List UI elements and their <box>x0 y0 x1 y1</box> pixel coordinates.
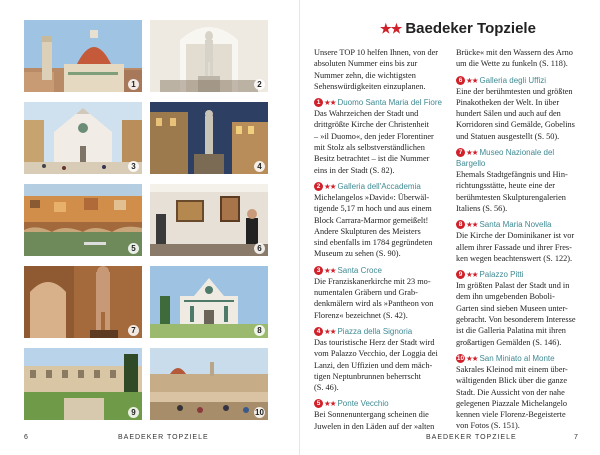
entry-body <box>456 230 588 264</box>
intro-text: Unsere TOP 10 helfen Ihnen, von der absoluten Nummer eins bis zur Nummer zehn, die wichtigsten Sehenswürdigkeiten einzuplanen. <box>314 48 439 91</box>
photo-number: 2 <box>254 79 265 90</box>
entry-body <box>456 364 588 432</box>
stars-icon: ★★ <box>466 75 478 85</box>
text-line: dem ihn umgebenden Boboli- <box>456 292 555 302</box>
page-title <box>380 20 536 37</box>
entry-heading <box>456 219 588 230</box>
text-line: Korridoren sind Gemälde, Gobelins <box>456 120 575 130</box>
title-stars-icon: ★★ <box>380 21 402 36</box>
entry-title: Duomo Santa Maria del Fiore <box>337 98 442 108</box>
text-line: Die Kirche der Dominikaner ist vor <box>456 231 575 241</box>
photo-number: 5 <box>128 243 139 254</box>
text-line: Besitz betrachtet – ist die Nummer <box>314 154 430 164</box>
stars-icon: ★★ <box>324 265 336 275</box>
photo-number: 4 <box>254 161 265 172</box>
stars-icon: ★★ <box>466 270 478 280</box>
entry-title: Museo Nazionale del <box>479 148 555 158</box>
entry-body <box>314 409 446 432</box>
entry-title: Piazza della Signoria <box>337 326 413 336</box>
page-number-right: 7 <box>574 434 579 441</box>
stars-icon: ★★ <box>324 98 336 108</box>
photo-duomo <box>24 20 142 92</box>
text-line: Ehemals Stadtgefängnis und Hin- <box>456 170 568 180</box>
entry-4 <box>314 326 446 393</box>
photo-santa-croce <box>24 102 142 174</box>
text-line: ist die Galleria Palatina mit ihren <box>456 326 566 336</box>
text-line: Block Carrara-Marmor gemeißelt! <box>314 215 429 225</box>
right-page <box>300 0 600 455</box>
text-line: Sakrales Kleinod mit einem über- <box>456 364 568 374</box>
photo-number: 3 <box>128 161 139 172</box>
running-header-left: BAEDEKER TOPZIELE <box>118 434 209 441</box>
ponte-vecchio-illustration <box>24 184 142 256</box>
photo-david <box>150 20 268 92</box>
entry-heading <box>456 147 588 158</box>
duomo-illustration <box>24 20 142 92</box>
title-text: Baedeker Topziele <box>405 20 536 37</box>
entry-heading <box>314 326 446 337</box>
text-line: Lanzi, den Uffizien und dem mäch- <box>314 360 433 370</box>
signoria-illustration <box>150 102 268 174</box>
text-line: kennen viele Florenz-Begeisterte <box>456 410 566 420</box>
entry-heading <box>456 75 588 86</box>
text-line: vom Palazzo Vecchio, der Loggia dei <box>314 349 438 359</box>
stars-icon: ★★ <box>324 181 336 191</box>
entry-body <box>314 192 446 260</box>
rank-badge: 9 <box>456 270 465 279</box>
photo-san-miniato <box>150 348 268 420</box>
text-line: Stadt. Die Aussicht von der nahe <box>456 387 565 397</box>
text-line: ken wegen beachtenswert (S. 122). <box>456 253 573 263</box>
text-line: eins in der Stadt (S. 82). <box>314 165 395 175</box>
text-line: gelegenen Piazzale Michelangelo <box>456 398 568 408</box>
entry-title: Santa Maria Novella <box>479 220 552 230</box>
stars-icon: ★★ <box>324 399 336 409</box>
entry-9 <box>456 269 588 348</box>
entry-title: Galleria dell'Accademia <box>337 181 421 191</box>
entry-heading <box>314 97 446 108</box>
text-line: Das Wahrzeichen der Stadt und <box>314 109 419 119</box>
text-line: – »il Duomo«, den jeder Florentiner <box>314 131 434 141</box>
text-line: hundert Sälen und auch auf den <box>456 109 561 119</box>
text-line: wältigenden Blick über die ganze <box>456 376 568 386</box>
photo-number: 6 <box>254 243 265 254</box>
rank-badge: 4 <box>314 327 323 336</box>
text-line: Florenz« bezeichnet (S. 42). <box>314 310 408 320</box>
rank-badge: 5 <box>314 399 323 408</box>
text-line: Das touristische Herz der Stadt wird <box>314 337 435 347</box>
rank-badge: 3 <box>314 266 323 275</box>
entry-body <box>456 86 588 142</box>
photo-number: 1 <box>128 79 139 90</box>
uffizi-illustration <box>150 184 268 256</box>
text-line: richtungsstätte, heute eine der <box>456 181 556 191</box>
entry-body <box>314 108 446 176</box>
san-miniato-illustration <box>150 348 268 420</box>
entry-7 <box>456 147 588 214</box>
photo-santa-maria-novella <box>150 266 268 338</box>
text-line: Andere Skulpturen des Meisters <box>314 226 421 236</box>
david-illustration <box>150 20 268 92</box>
text-line: sind ebenfalls im 1784 gegründeten <box>314 238 433 248</box>
rank-badge: 8 <box>456 220 465 229</box>
stars-icon: ★★ <box>466 148 478 158</box>
running-header-right: BAEDEKER TOPZIELE <box>426 434 517 441</box>
text-line: großartigen Gemälden (S. 146). <box>456 337 562 347</box>
santa-maria-novella-illustration <box>150 266 268 338</box>
photo-uffizi <box>150 184 268 256</box>
entry-6 <box>456 75 588 142</box>
stars-icon: ★★ <box>466 220 478 230</box>
text-line: Bei Sonnenuntergang scheinen die <box>314 410 429 420</box>
text-line: Im größten Palast der Stadt und in <box>456 281 570 291</box>
entry-title-line2: Bargello <box>456 159 486 169</box>
text-line: Eine der berühmtesten und größten <box>456 86 573 96</box>
text-line: Museum zu sehen (S. 90). <box>314 249 401 259</box>
text-line: berühmtesten Skulpturengalerien <box>456 192 566 202</box>
text-column-left <box>314 47 446 432</box>
entry-title: Palazzo Pitti <box>479 270 524 280</box>
rank-badge: 6 <box>456 76 465 85</box>
entry-title: Ponte Vecchio <box>337 399 389 409</box>
text-column-right <box>456 47 588 432</box>
photo-bargello <box>24 266 142 338</box>
text-line: Pinakotheken der Welt. In über <box>456 97 560 107</box>
rank-badge: 7 <box>456 148 465 157</box>
entry-2 <box>314 181 446 260</box>
text-line: tigende 5,17 m hoch und aus einem <box>314 204 432 214</box>
rank-badge: 10 <box>456 354 465 362</box>
entry-heading <box>314 398 446 409</box>
text-line: und Statuen ausgestellt (S. 50). <box>456 131 560 141</box>
bargello-illustration <box>24 266 142 338</box>
entry-5-continued <box>456 47 588 70</box>
entry-heading <box>314 265 446 276</box>
photo-number: 10 <box>255 408 264 417</box>
text-line: Juwelen in den Läden auf der »alten <box>314 421 435 431</box>
entry-title: San Miniato al Monte <box>479 353 555 363</box>
text-line: denkmälern wird als »Pantheon von <box>314 299 434 309</box>
entry-title: Santa Croce <box>337 265 382 275</box>
photo-ponte-vecchio <box>24 184 142 256</box>
entry-5 <box>314 398 446 432</box>
text-line: allem ihrer Fassade und ihrer Fres- <box>456 242 572 252</box>
text-line: Die Franziskanerkirche mit 23 mo- <box>314 276 431 286</box>
entry-heading <box>314 181 446 192</box>
text-line: mit Stolz als selbstverständlichen <box>314 143 425 153</box>
rank-badge: 2 <box>314 182 323 191</box>
page-number-left: 6 <box>24 434 29 441</box>
entry-1 <box>314 97 446 176</box>
stars-icon: ★★ <box>324 326 336 336</box>
entry-body <box>314 276 446 321</box>
text-line: um die Wette zu funkeln (S. 118). <box>456 59 568 69</box>
text-line: Michelangelos »David«: Überwäl- <box>314 192 430 202</box>
photo-signoria <box>150 102 268 174</box>
text-line: gebracht. Von besonderem Interesse <box>456 315 576 325</box>
stars-icon: ★★ <box>466 353 478 363</box>
santa-croce-illustration <box>24 102 142 174</box>
entry-heading <box>456 269 588 280</box>
text-line: (S. 46). <box>314 383 339 393</box>
text-line: Brücke« mit den Wassern des Arno <box>456 48 573 57</box>
photo-number: 7 <box>128 325 139 336</box>
text-line: numentalen Gräbern und Grab- <box>314 288 418 298</box>
text-line: von Fotos (S. 151). <box>456 421 520 431</box>
text-line: Italiens (S. 56). <box>456 203 508 213</box>
entry-10 <box>456 353 588 432</box>
photo-palazzo-pitti <box>24 348 142 420</box>
entry-body <box>456 169 588 214</box>
text-line: drittgrößte Kirche der Christenheit <box>314 120 429 130</box>
entry-8 <box>456 219 588 264</box>
rank-badge: 1 <box>314 98 323 107</box>
photo-number: 9 <box>128 407 139 418</box>
entry-body <box>314 337 446 393</box>
text-line: tigen Neptunbrunnen beherrscht <box>314 371 421 381</box>
entry-heading <box>456 353 588 364</box>
entry-body <box>456 280 588 348</box>
text-line: Garten sind sieben Museen unter- <box>456 303 568 313</box>
entry-3 <box>314 265 446 321</box>
palazzo-pitti-illustration <box>24 348 142 420</box>
photo-number: 8 <box>254 325 265 336</box>
entry-title: Galleria degli Uffizi <box>479 75 546 85</box>
